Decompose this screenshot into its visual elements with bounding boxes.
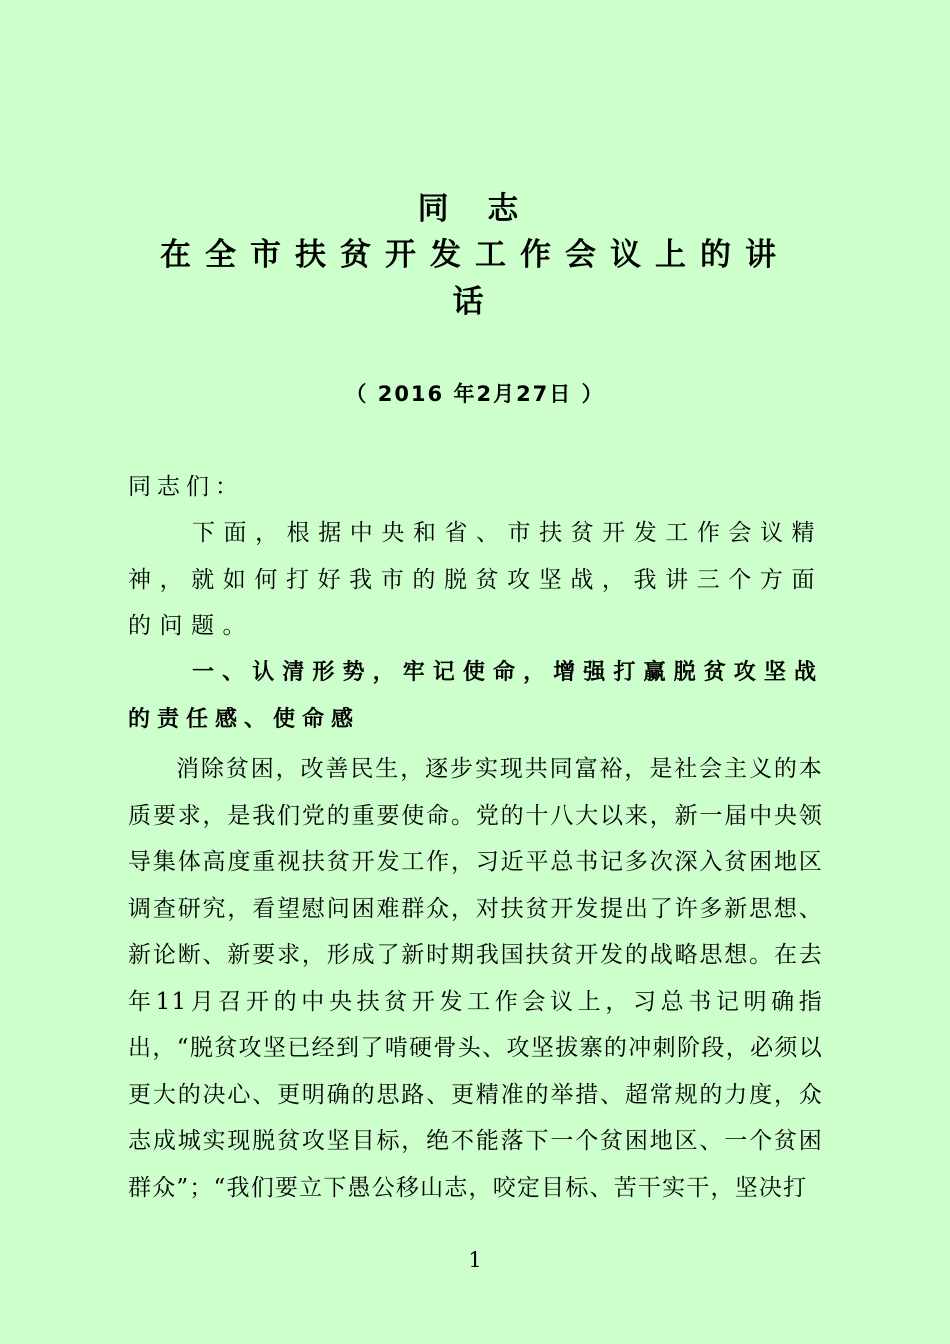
section-heading-1: 一、认清形势，牢记使命，增强打赢脱贫攻坚战的责任感、使命感	[128, 660, 823, 732]
paragraph-body: 消除贫困，改善民生，逐步实现共同富裕，是社会主义的本质要求，是我们党的重要使命。党的十八大以来，新一届中央领导集体高度重视扶贫开发工作，习近平总书记多次深入贫困地区调查研究，看望慰问困难群众，对扶贫开发提出了许多新思想、新论断、新要求，形成了新时期我国扶贫开发的战略思想。在去年11月召开的中央扶贫开发工作会议上，习总书记明确指出，“脱贫攻坚已经到了啃硬骨头、攻坚拔寨的冲刺阶段，必须以更大的决心、更明确的思路、更精准的举措、超常规的力度，众志成城实现脱贫攻坚目标，绝不能落下一个贫困地区、一个贫困群众”；“我们要立下愚公移山志，咬定目标、苦干实干，坚决打	[128, 756, 823, 1201]
title-line-2: 在全市扶贫开发工作会议上的讲	[160, 237, 790, 273]
salutation: 同志们：	[128, 474, 244, 500]
paragraph-intro: 下面，根据中央和省、市扶贫开发工作会议精神，就如何打好我市的脱贫攻坚战，我讲三个方面的问题。	[128, 520, 823, 639]
title-line-3: 话	[452, 284, 498, 320]
page-number: 1	[468, 1248, 482, 1272]
speech-date: （ 2016 年2月27日 ）	[345, 382, 605, 406]
title-line-1: 同 志	[417, 191, 533, 227]
